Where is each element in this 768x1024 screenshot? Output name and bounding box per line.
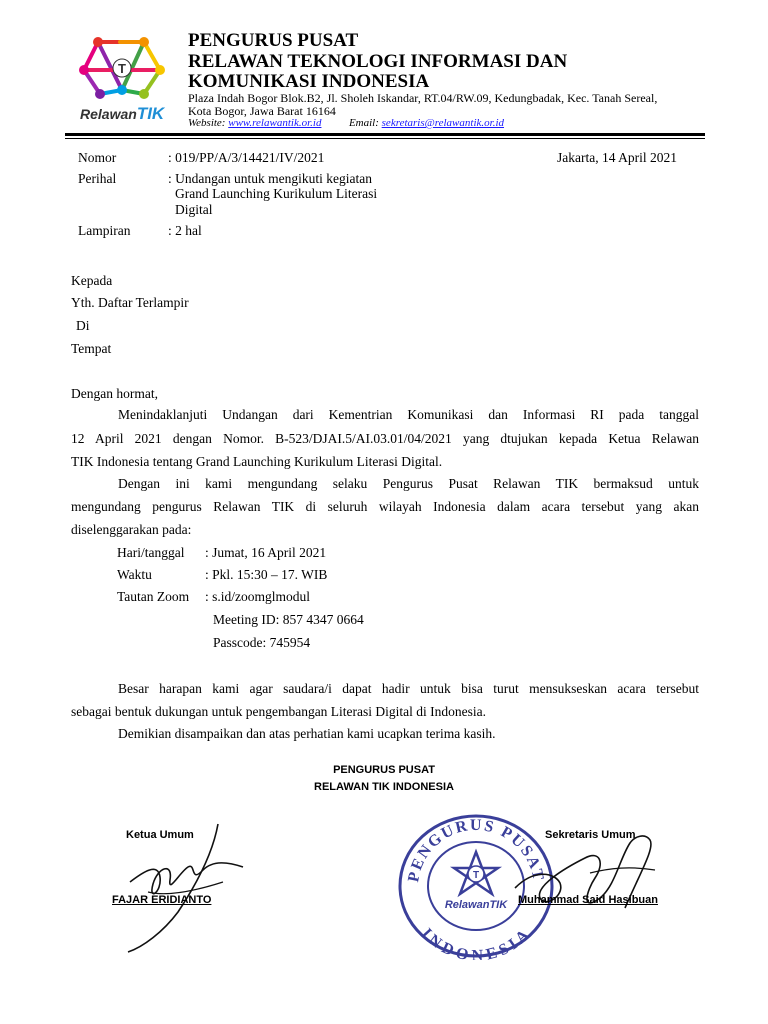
letterhead-org-line1: PENGURUS PUSAT: [188, 30, 359, 51]
event-time-label: Waktu: [117, 567, 152, 582]
paragraph-2-line-1: Dengan ini kami mengundang selaku Pengurus Pusat Relawan TIK bermaksud untuk: [118, 476, 699, 491]
logo-text-accent: TIK: [136, 104, 165, 123]
logo-text: Relawan: [80, 106, 137, 122]
perihal-value-3: Digital: [175, 202, 213, 217]
lampiran-value: : 2 hal: [168, 223, 202, 238]
secretary-title: Sekretaris Umum: [545, 829, 636, 841]
perihal-value-1: : Undangan untuk mengikuti kegiatan: [168, 171, 372, 186]
paragraph-1-line-3: TIK Indonesia tentang Grand Launching Kurikulum Literasi Digital.: [71, 454, 443, 469]
paragraph-3-line-2: sebagai bentuk dukungan untuk pengembangan Literasi Digital di Indonesia.: [71, 704, 487, 719]
svg-text:T: T: [472, 870, 480, 881]
website-link[interactable]: www.relawantik.or.id: [228, 117, 322, 129]
stamp-bottom-text: INDONESIA: [417, 925, 534, 960]
email-link[interactable]: sekretaris@relawantik.or.id: [381, 117, 505, 129]
closing-org-line2: RELAWAN TIK INDONESIA: [314, 781, 454, 793]
chairman-title: Ketua Umum: [126, 829, 194, 841]
letterhead-org-line3: KOMUNIKASI INDONESIA: [188, 71, 430, 92]
event-date-label: Hari/tanggal: [117, 545, 185, 560]
letterhead-rule-thin: [65, 138, 705, 139]
website-label: Website:: [188, 117, 226, 129]
recipient-di: Di: [76, 318, 90, 333]
recipient-kepada: Kepada: [71, 273, 113, 288]
perihal-label: Perihal: [78, 171, 117, 186]
paragraph-1-line-2: 12 April 2021 dengan Nomor. B-523/DJAI.5/AI.03.01/04/2021 yang dtujukan kepada Ketua Relawan: [71, 431, 699, 446]
paragraph-2-line-3: diselenggarakan pada:: [71, 522, 192, 537]
paragraph-1-line-1: Menindaklanjuti Undangan dari Kementrian Komunikasi dan Informasi RI pada tanggal: [118, 407, 699, 422]
recipient-yth: Yth. Daftar Terlampir: [71, 295, 189, 310]
zoom-link-label: Tautan Zoom: [117, 589, 190, 604]
nomor-label: Nomor: [78, 150, 117, 165]
zoom-meeting-id: Meeting ID: 857 4347 0664: [213, 612, 364, 627]
recipient-tempat: Tempat: [71, 341, 112, 356]
letterhead-org-line2: RELAWAN TEKNOLOGI INFORMASI DAN: [188, 51, 568, 72]
paragraph-2-line-2: mengundang pengurus Relawan TIK di seluruh wilayah Indonesia dalam acara tersebut yang akan: [71, 499, 699, 514]
paragraph-4: Demikian disampaikan dan atas perhatian kami ucapkan terima kasih.: [118, 726, 496, 741]
nomor-value: : 019/PP/A/3/14421/IV/2021: [168, 150, 325, 165]
salutation: Dengan hormat,: [71, 386, 158, 401]
logo-wordmark: [80, 104, 164, 124]
lampiran-label: Lampiran: [78, 223, 131, 238]
stamp-top-text: PENGURUS PUSAT: [405, 816, 547, 884]
letter-date: Jakarta, 14 April 2021: [557, 150, 677, 165]
chairman-name: FAJAR ERIDIANTO: [112, 894, 212, 906]
zoom-link-value: : s.id/zoomglmodul: [205, 589, 311, 604]
logo-letter: T: [118, 61, 126, 76]
event-time-value: : Pkl. 15:30 – 17. WIB: [205, 567, 328, 582]
event-date-value: : Jumat, 16 April 2021: [205, 545, 327, 560]
chairman-signature: [118, 822, 248, 957]
letterhead-rule-thick: [65, 133, 705, 136]
letterhead-contact: [188, 117, 504, 129]
secretary-name: Muhammad Said Hasibuan: [518, 894, 658, 906]
paragraph-3-line-1: Besar harapan kami agar saudara/i dapat hadir untuk bisa turut mensukseskan acara tersebut: [118, 681, 699, 696]
zoom-passcode: Passcode: 745954: [213, 635, 311, 650]
perihal-value-2: Grand Launching Kurikulum Literasi: [175, 186, 378, 201]
closing-org-line1: PENGURUS PUSAT: [333, 764, 435, 776]
letterhead-address-line1: Plaza Indah Bogor Blok.B2, Jl. Sholeh Iskandar, RT.04/RW.09, Kedungbadak, Kec. Tanah Sereal,: [188, 91, 658, 105]
email-label: Email:: [348, 117, 379, 129]
letterhead-address-line2: Kota Bogor, Jawa Barat 16164: [188, 104, 336, 118]
stamp-logo-text: RelawanTIK: [444, 899, 508, 911]
